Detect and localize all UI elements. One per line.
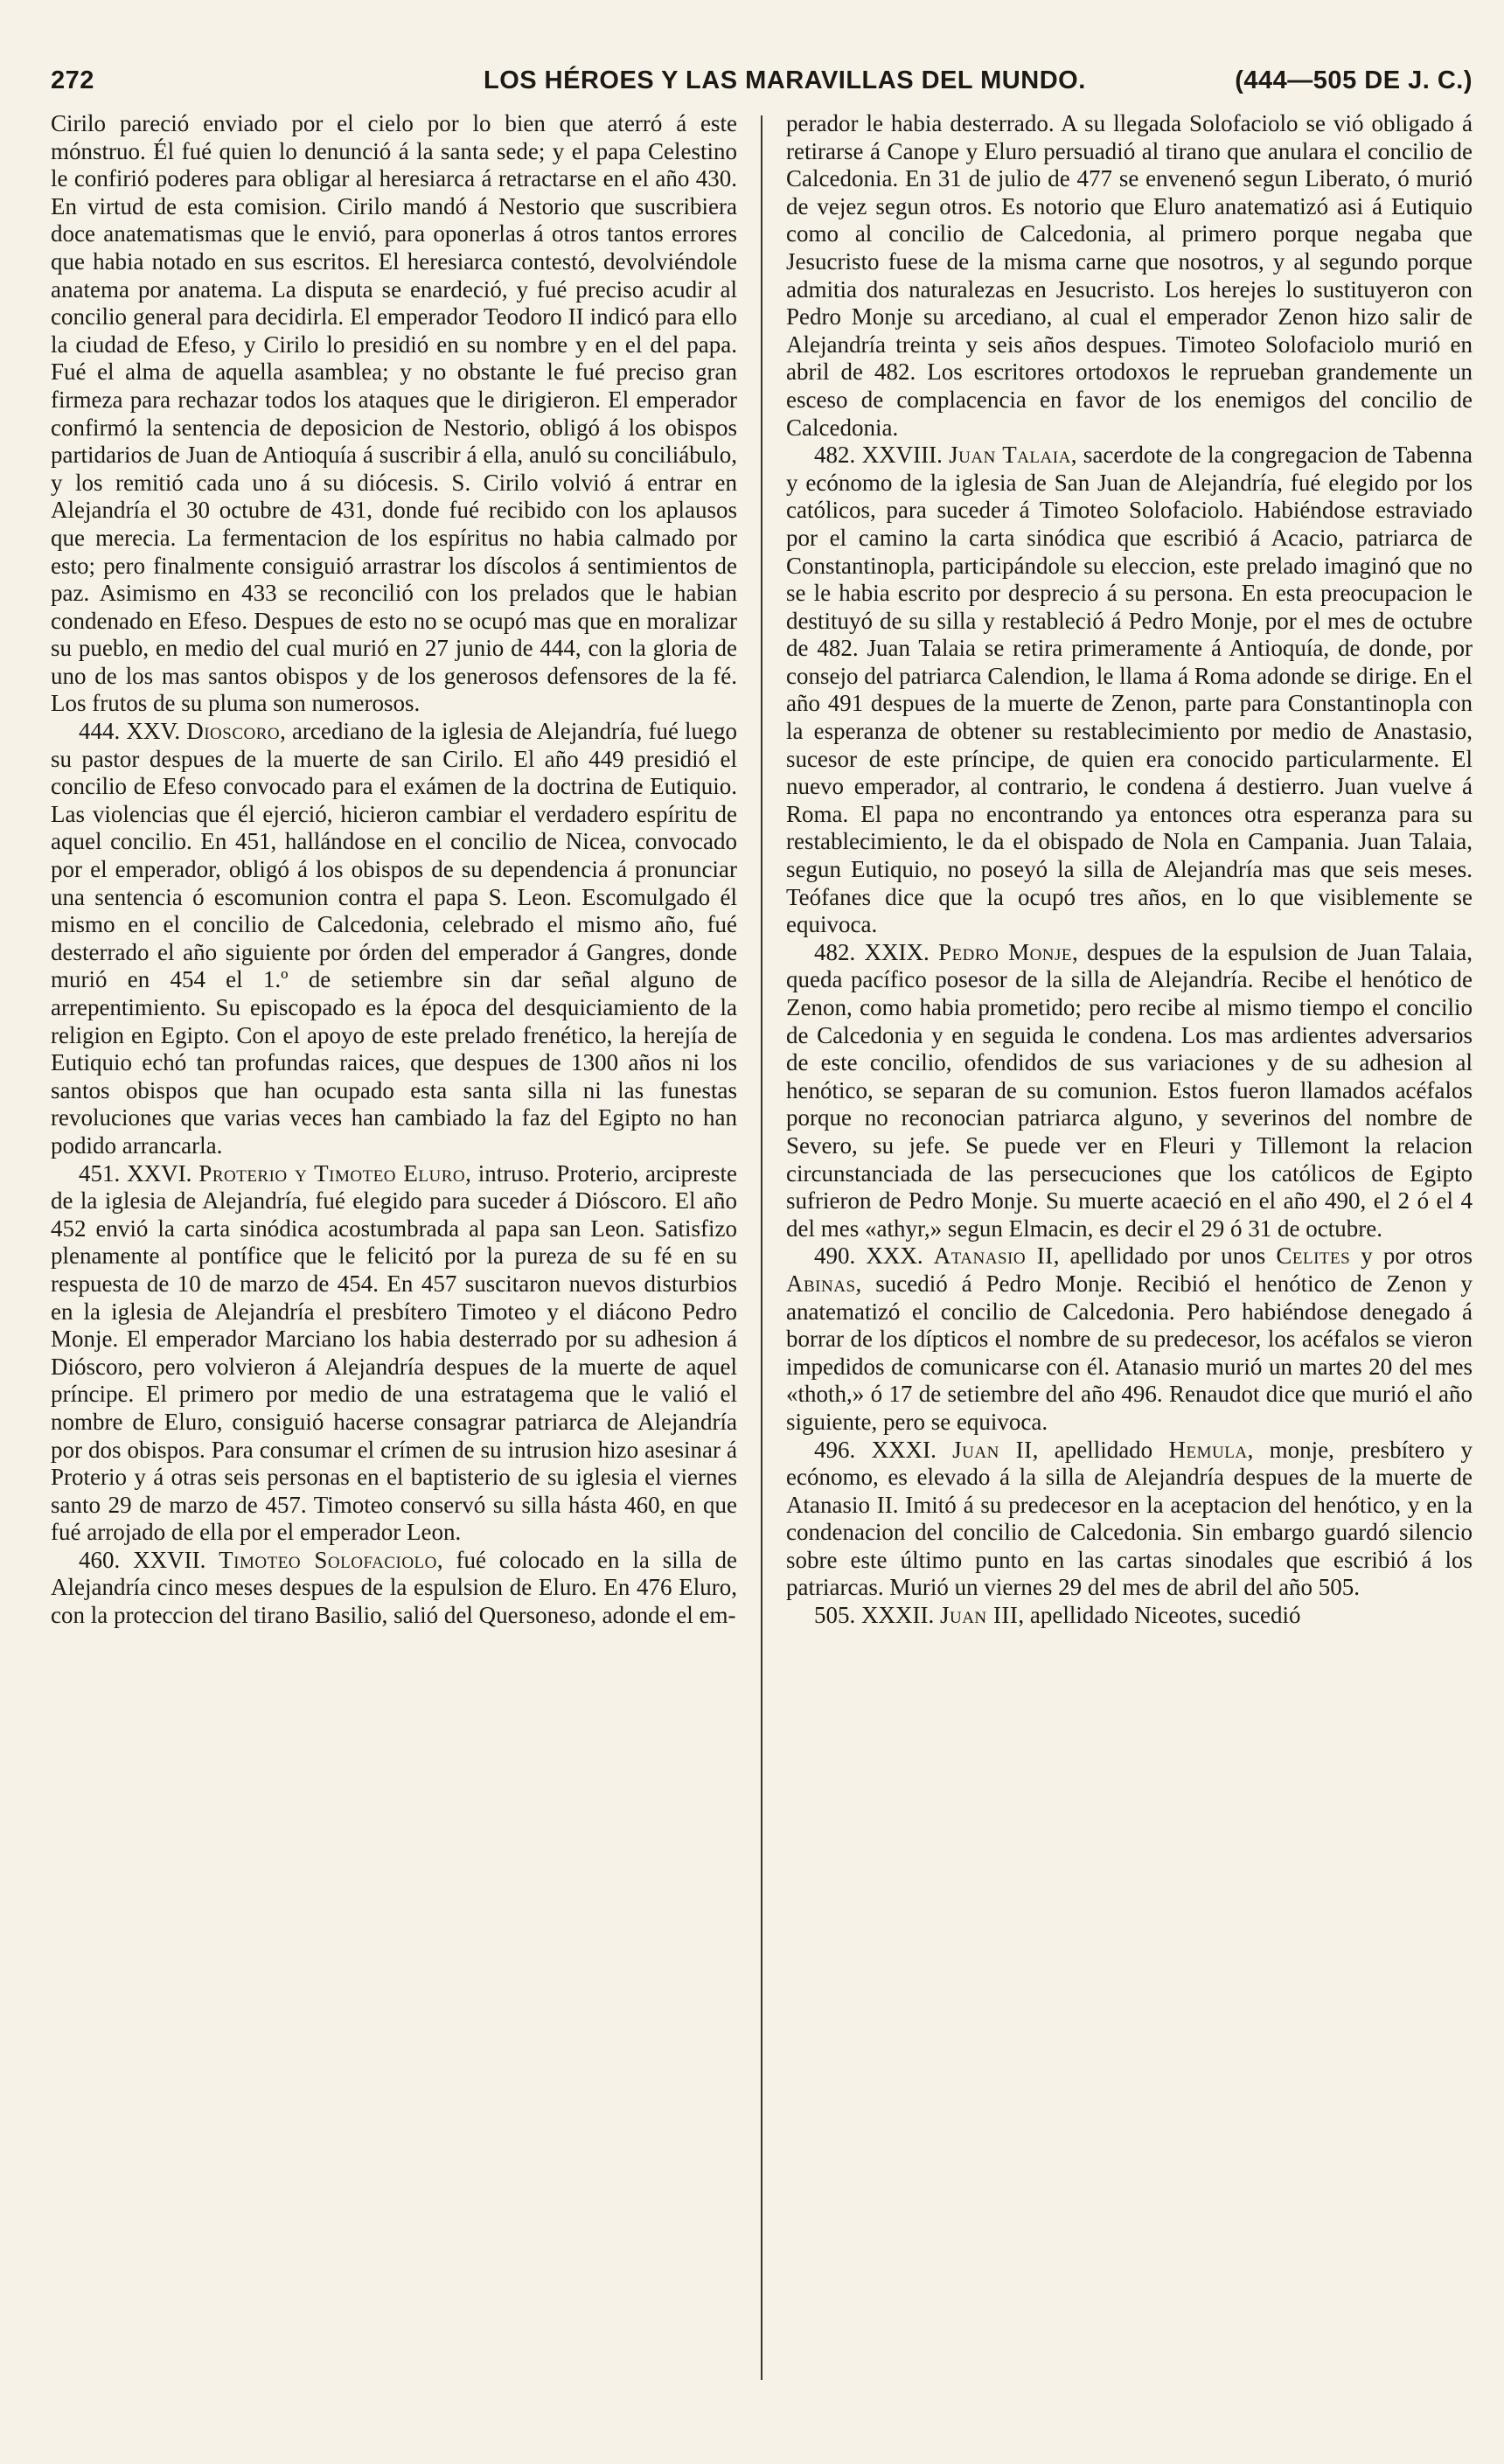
entry-juan-ii [786,1437,1473,1603]
paragraph-continuation: perador le habia desterrado. A su llegada Solofaciolo se vió obligado á retirarse á Canope y Eluro persuadió al tirano que anulara el concilio de Calcedonia. En 31 de julio de 477 se envenenó segun Liberato, ó murió de vejez segun otros. Es notorio que Eluro anatematizó asi á Eutiquio como al concilio de Calcedonia, al primero porque negaba que Jesucristo fuese de la misma carne que nosotros, y al segundo porque admitia dos naturalezas en Jesucristo. Los herejes lo sustituyeron con Pedro Monje su arcediano, al cual el emperador Zenon hizo salir de Alejandría treinta y seis años despues. Timoteo Solofaciolo murió en abril de 482. Los escritores ortodoxos le reprueban grandemente un esceso de complacencia en favor de los enemigos del concilio de Calcedonia. [786,110,1473,441]
entry-name: Juan II [952,1436,1033,1463]
left-column [51,110,737,2427]
entry-juan-iii [786,1602,1473,1630]
page-number: 272 [51,66,94,94]
entry-name: Proterio y Timoteo Eluro [198,1159,466,1187]
entry-name: Pedro Monje [938,938,1073,965]
entry-alias: Abinas [786,1270,856,1297]
entry-text: , sucedió á Pedro Monje. Recibió el henótico de Zenon y anatematizó el concilio de Calcedonia. Pero habiéndose denegado á borrar de los dípticos el nombre de su predecesor, los acéfalos se vieron impedidos de comunicarse con él. Atanasio murió un martes 20 del mes «thoth,» ó 17 de setiembre del año 496. Renaudot dice que murió el año siguiente, pero se equivoca. [786,1270,1473,1435]
entry-proterio [51,1160,737,1547]
entry-text: , apellidado por unos [1053,1242,1266,1270]
entry-dioscoro [51,718,737,1160]
column-divider [761,115,762,2380]
entry-text: , apellidado Niceotes, sucedió [1018,1602,1301,1629]
entry-number: 490. XXX. [814,1242,923,1270]
entry-name: Atanasio II [933,1242,1054,1270]
entry-text: , sacerdote de la congregacion de Tabenna y ecónomo de la iglesia de San Juan de Alejandría, fué elegido por los católicos, para suceder á Timoteo Solofaciolo. Habiéndose estraviado por el camino la carta sinódica que escribió á Acacio, patriarca de Constantinopla, participándole su eleccion, este prelado imaginó que no se le habia escrito por desprecio á su persona. En esta preocupacion le destituyó de su silla y restableció á Pedro Monje, por el mes de octubre de 482. Juan Talaia se retira primeramente á Antioquía, de donde, por consejo del patriarca Calendion, le llama á Roma adonde se dirige. En el año 491 despues de la muerte de Zenon, parte para Constantinopla con la esperanza de obtener su restablecimiento por medio de Anastasio, sucesor de este príncipe, de quien era conocido particularmente. El nuevo emperador, al contrario, le condena á destierro. Juan vuelve á Roma. El papa no encontrando ya entonces otra esperanza para su restablecimiento, le da el obispado de Nola en Campania. Juan Talaia, segun Eutiquio, no poseyó la silla de Alejandría mas que seis meses. Teófanes dice que la ocupó tres años, en lo que visiblemente se equivoca. [786,442,1473,938]
text-columns [51,110,1473,2427]
entry-text: , despues de la espulsion de Juan Talaia, queda pacífico posesor de la silla de Alejandría. Recibe el henótico de Zenon, como habia prometido; pero recibe al mismo tiempo el concilio de Calcedonia y en seguida le condena. Los mas ardientes adversarios de este concilio, ofendidos de sus variaciones y de su adhesion al henótico, se separan de su comunion. Estos fueron llamados acéfalos porque no reconocian patriarca alguno, y severinos del nombre de Severo, su jefe. Se puede ver en Fleuri y Tillemont la relacion circunstanciada de las persecuciones que los católicos de Egipto sufrieron de Pedro Monje. Su muerte acaeció en el año 490, el 2 ó el 4 del mes «athyr,» segun Elmacin, es decir el 29 ó 31 de octubre. [786,938,1473,1242]
entry-number: 482. XXVIII. [814,442,943,469]
entry-text: , apellidado [1032,1436,1153,1463]
right-column [786,110,1473,2427]
entry-text: y por otros [1361,1242,1473,1270]
entry-alias: Celites [1276,1242,1351,1270]
entry-name: Juan III [939,1602,1019,1629]
entry-timoteo-solofaciolo [51,1547,737,1630]
entry-atanasio-ii [786,1242,1473,1436]
entry-text: , fué colocado en la silla de Alejandría cinco meses despues de la espulsion de Eluro. En 476 Eluro, con la proteccion del tirano Basilio, salió del Quersoneso, adonde el em- [51,1546,737,1629]
entry-number: 496. XXXI. [814,1436,937,1463]
entry-name: Juan Talaia [949,442,1071,469]
page-header [51,54,1473,107]
book-page [51,54,1473,2433]
entry-name: Timoteo Solofaciolo [219,1546,437,1573]
entry-number: 460. XXVII. [79,1546,206,1573]
entry-pedro-monje [786,939,1473,1243]
entry-alias: Hemula [1168,1436,1248,1463]
paragraph-cirilo: Cirilo pareció enviado por el cielo por lo bien que aterró á este mónstruo. Él fué quien lo denunció á la santa sede; y el papa Celestino le confirió poderes para obligar al heresiarca á retractarse en el año 430. En virtud de esta comision. Cirilo mandó á Nestorio que suscribiera doce anatematismas que le envió, para oponerlas á otros tantos errores que habia notado en sus escritos. El heresiarca contestó, devolviéndole anatema por anatema. La disputa se enardeció, y fué preciso acudir al concilio general para decidirla. El emperador Teodoro II indicó para ello la ciudad de Efeso, y Cirilo lo presidió en su nombre y en el del papa. Fué el alma de aquella asamblea; y no obstante le fué preciso gran firmeza para rechazar todos los ataques que le dirigieron. El emperador confirmó la sentencia de deposicion de Nestorio, obligó á los obispos partidarios de Juan de Antioquía á suscribir á ella, anuló su conciliábulo, y los remitió cada uno á su diócesis. S. Cirilo volvió á entrar en Alejandría el 30 octubre de 431, donde fué recibido con los aplausos que merecia. La fermentacion de los espíritus no habia calmado por esto; pero finalmente consiguió arrastrar los díscolos á sentimientos de paz. Asimismo en 433 se reconcilió con los prelados que le habian condenado en Efeso. Despues de esto no se ocupó mas que en moralizar su pueblo, en medio del cual murió en 27 junio de 444, con la gloria de uno de los mas santos obispos y de los generosos defensores de la fé. Los frutos de su pluma son numerosos. [51,110,737,717]
entry-number: 482. XXIX. [814,938,930,965]
date-range: (444—505 DE J. C.) [1235,66,1473,94]
entry-text: , arcediano de la iglesia de Alejandría, fué luego su pastor despues de la muerte de san Cirilo. El año 449 presidió el concilio de Efeso convocado para el exámen de la doctrina de Eutiquio. Las violencias que él ejerció, hicieron cambiar el verdadero espíritu de aquel concilio. En 451, hallándose en el concilio de Nicea, convocado por el emperador, obligó á los obispos de su dependencia á pronunciar una sentencia ó escomunion contra el papa S. Leon. Escomulgado él mismo en el concilio de Calcedonia, celebrado el mismo año, fué desterrado el año siguiente por órden del emperador á Gangres, donde murió en 454 el 1.º de setiembre sin dar señal alguno de arrepentimiento. Su episcopado es la época del desquiciamiento de la religion en Egipto. Con el apoyo de este prelado frenético, la herejía de Eutiquio echó tan profundas raices, que despues de 1300 años ni los santos obispos que han ocupado esta santa silla ni las funestas revoluciones que varias veces han cambiado la faz del Egipto no han podido arrancarla. [51,718,737,1159]
entry-number: 451. XXVI. [79,1159,192,1187]
entry-number: 444. XXV. [79,718,181,745]
entry-juan-talaia [786,442,1473,939]
running-title: LOS HÉROES Y LAS MARAVILLAS DEL MUNDO. [484,66,1086,94]
entry-text: , intruso. Proterio, arcipreste de la iglesia de Alejandría, fué elegido para suceder á Dióscoro. El año 452 envió la carta sinódica acostumbrada al papa san Leon. Satisfizo plenamente al pontífice que le felicitó por la pureza de su fé en su respuesta de 10 de marzo de 454. En 457 suscitaron nuevos disturbios en la iglesia de Alejandría el presbítero Timoteo y el diácono Pedro Monje. El emperador Marciano los habia desterrado por su adhesion á Dióscoro, pero volvieron á Alejandría despues de la muerte de aquel príncipe. El primero por medio de una estratagema que le valió el nombre de Eluro, consiguió hacerse consagrar patriarca de Alejandría por dos obispos. Para consumar el crímen de su intrusion hizo asesinar á Proterio y á otras seis personas en el baptisterio de su iglesia el viernes santo 29 de marzo de 457. Timoteo conservó su silla hásta 460, en que fué arrojado de ella por el emperador Leon. [51,1159,737,1546]
entry-number: 505. XXXII. [814,1602,935,1629]
entry-name: Dioscoro [186,718,281,745]
entry-text: , monje, presbítero y ecónomo, es elevado á la silla de Alejandría despues de la muerte de Atanasio II. Imitó á su predecesor en la aceptacion del henótico, y en la condenacion del concilio de Calcedonia. Sin embargo guardó silencio sobre este último punto en las cartas sinodales que escribió á los patriarcas. Murió un viernes 29 del mes de abril del año 505. [786,1436,1473,1601]
